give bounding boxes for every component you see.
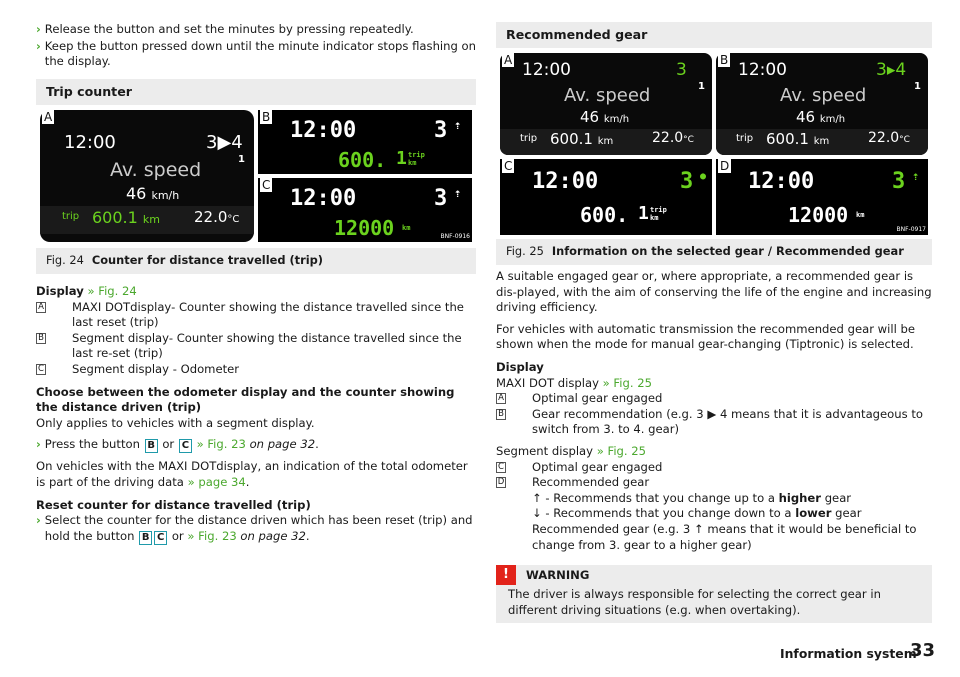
- key-b: B: [145, 439, 158, 453]
- page-number: 33: [910, 640, 936, 661]
- fig-link[interactable]: » Fig. 24: [87, 284, 137, 298]
- warning-box: ! WARNING The driver is always responsible for selecting the correct gear in different driving situations (e.g. when overtaking).: [496, 565, 932, 623]
- figure-24-caption: Fig. 24 Counter for distance travelled (trip): [36, 248, 476, 274]
- list-item: A MAXI DOTdisplay- Counter showing the distance travelled since the last reset (trip): [36, 300, 476, 331]
- key-c: C: [179, 439, 192, 453]
- list-item: A Optimal gear engaged: [496, 391, 932, 407]
- bullet-item: › Keep the button pressed down until the minute indicator stops flashing on the display.: [36, 38, 476, 69]
- list-item: D Recommended gear: [497, 475, 650, 490]
- figure-25: 12:00 3 1 Av. speed 46 km/h trip 600.1 km 22.0°C 12:00 3▸4 1 Av. speed 46 km/h trip 600.1 km 22.0°C 12:00 3 ● 600. 1 trip km 12:00 3 ⇡ 12000 km BNF-0917 A B C D: [496, 49, 932, 239]
- list-item: C Segment display - Odometer: [36, 362, 476, 378]
- list-item: B Gear recommendation (e.g. 3 ▶ 4 means that it is advantageous to switch from 3. to 4. gear): [496, 407, 932, 438]
- footer-section: Information system: [780, 646, 917, 661]
- section-title-trip-counter: Trip counter: [36, 79, 476, 105]
- section-title-recommended-gear: Recommended gear: [496, 22, 932, 48]
- warning-icon: !: [496, 565, 516, 585]
- list-item: B Segment display- Counter showing the distance travelled since the last re-set (trip): [36, 331, 476, 362]
- bullet-item: › Release the button and set the minutes by pressing repeatedly.: [36, 22, 414, 36]
- figure-25-caption: Fig. 25 Information on the selected gear / Recommended gear: [496, 239, 932, 265]
- list-item: C Optimal gear engaged: [496, 460, 932, 476]
- figure-24: 12:00 3▶4 1 Av. speed 46 km/h trip 600.1 km 22.0°C 12:00 3 ⇡ 600. 1 trip km 12:00 3 ⇡ 12000 km BNF-0916 A B C: [36, 106, 476, 248]
